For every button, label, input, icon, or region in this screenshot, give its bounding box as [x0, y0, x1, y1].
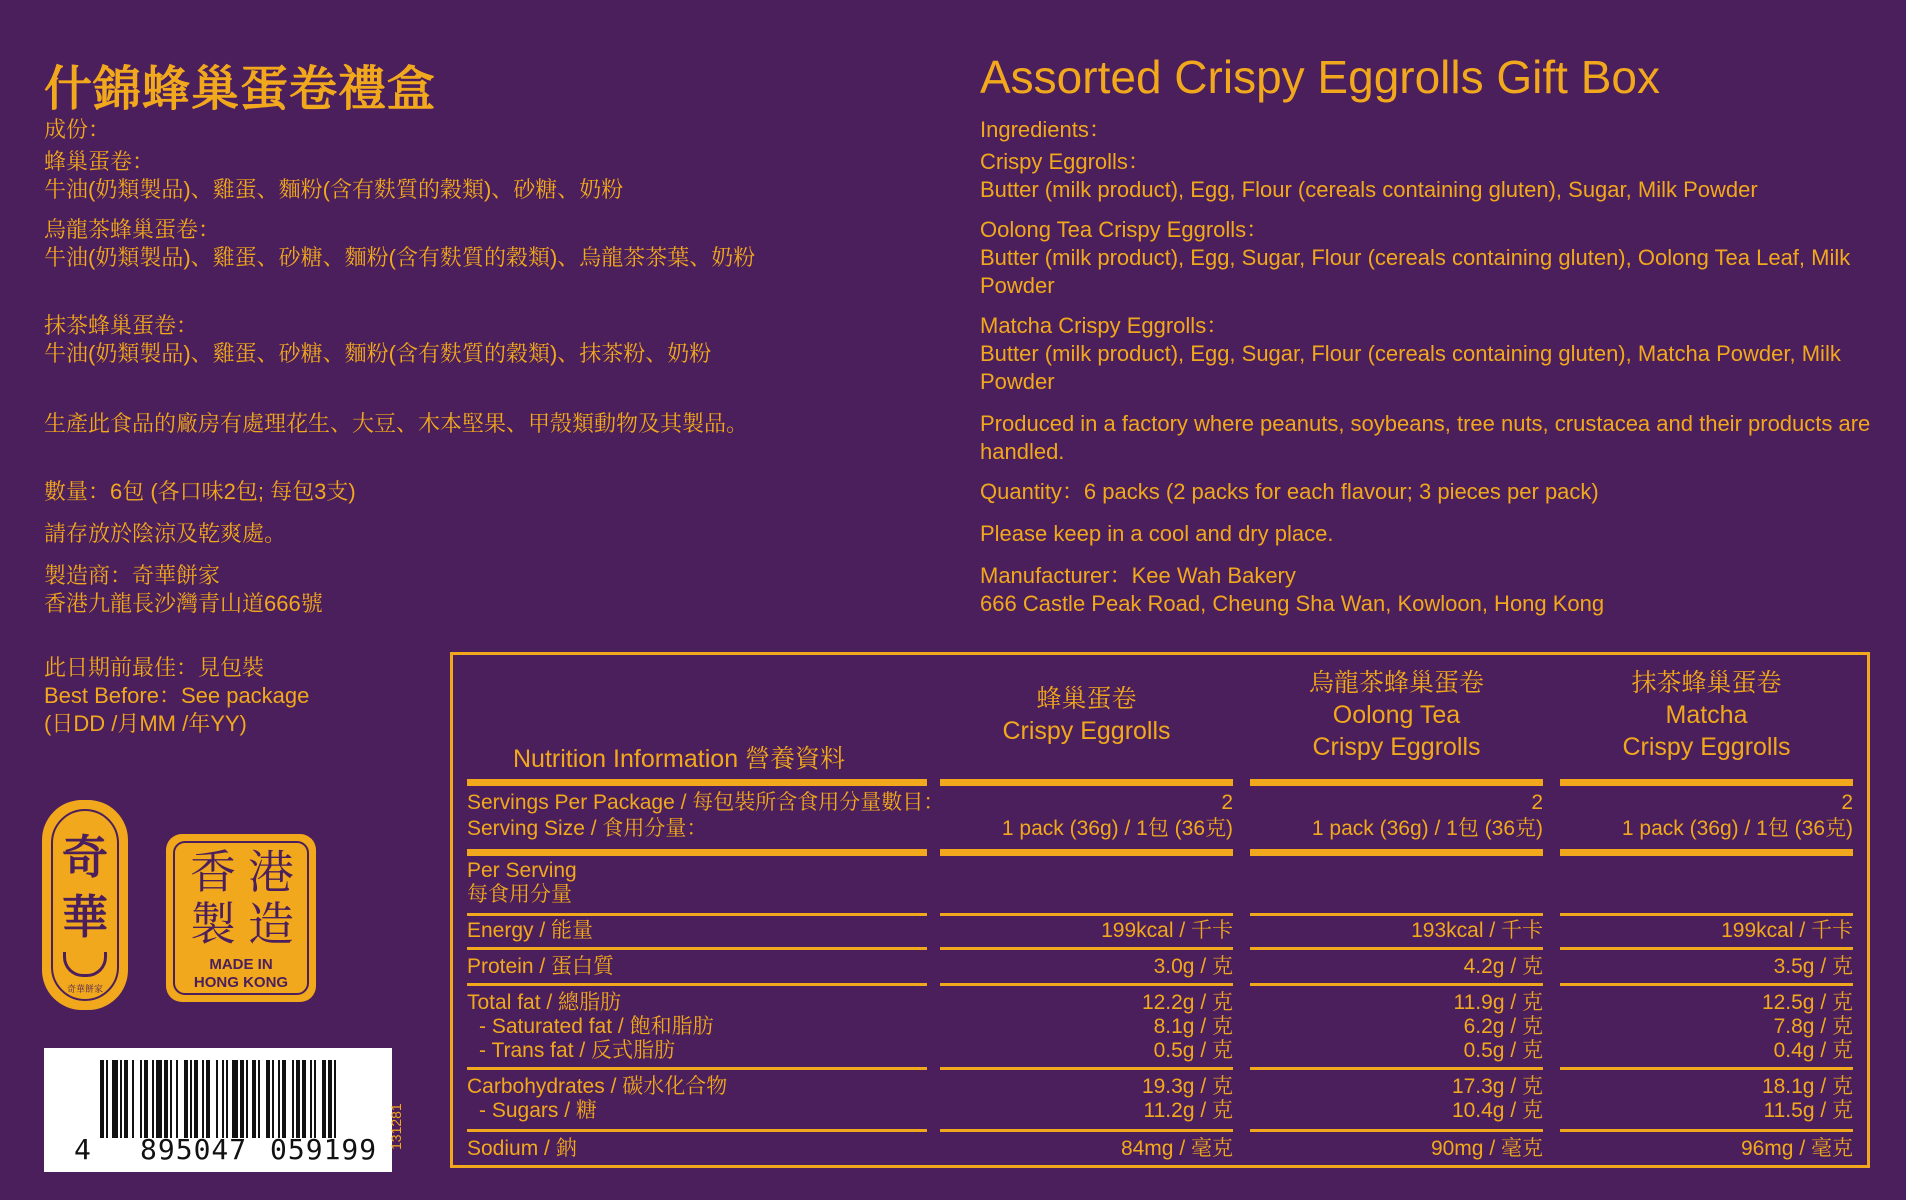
value-servings: 2 [1531, 791, 1543, 814]
value-sugars: 11.2g / 克 [1143, 1099, 1233, 1122]
made-in-line2: HONG KONG [193, 974, 289, 991]
table-rule [940, 1129, 1233, 1132]
row-label-servings: Servings Per Package / 每包裝所含食用分量數目： [467, 791, 945, 814]
table-rule [1560, 849, 1853, 856]
table-rule [1560, 947, 1853, 950]
value-energy: 199kcal / 千卡 [1101, 919, 1233, 942]
value-sat-fat: 7.8g / 克 [1773, 1015, 1853, 1038]
barcode [44, 1048, 392, 1172]
table-rule [1250, 779, 1543, 786]
kee-wah-logo [42, 800, 128, 1010]
value-servings: 2 [1221, 791, 1233, 814]
barcode-bar [258, 1060, 260, 1138]
quantity-zh: 數量：6包 (各口味2包; 每包3支) [44, 479, 356, 504]
row-label-energy: Energy / 能量 [467, 919, 594, 942]
product3-name-en: Matcha Crispy Eggrolls： [980, 313, 1229, 338]
value-total-fat: 11.9g / 克 [1453, 991, 1543, 1014]
logo-char-1: 奇 [62, 830, 108, 884]
column-zh: 烏龍茶蜂巢蛋卷 [1308, 669, 1484, 697]
product3-name-zh: 抹茶蜂巢蛋卷： [44, 313, 199, 338]
column-zh: 抹茶蜂巢蛋卷 [1631, 669, 1782, 697]
logo-small-text: 奇華餅家 [66, 984, 103, 994]
table-rule [1250, 983, 1543, 986]
product1-name-zh: 蜂巢蛋卷： [44, 149, 155, 174]
barcode-digits-right: 059199 [270, 1133, 378, 1166]
barcode-bar [310, 1060, 312, 1138]
barcode-bar [206, 1060, 210, 1138]
value-total-fat: 12.2g / 克 [1141, 991, 1233, 1014]
table-rule [940, 779, 1233, 786]
table-rule [1560, 983, 1853, 986]
value-protein: 3.5g / 克 [1773, 955, 1853, 978]
hk-logo-chars [184, 846, 304, 950]
row-label-per-serving-zh: 每食用分量 [467, 883, 572, 906]
barcode-bar [278, 1060, 280, 1138]
product2-name-zh: 烏龍茶蜂巢蛋卷： [44, 217, 221, 242]
column-header-matcha [1560, 667, 1853, 763]
best-before-zh: 此日期前最佳：見包裝 [44, 655, 265, 680]
table-rule [467, 983, 927, 986]
barcode-bar [202, 1060, 204, 1138]
table-rule [1560, 779, 1853, 786]
column-en: Crispy Eggrolls [1002, 717, 1171, 745]
ingredients-label-zh: 成份： [44, 117, 111, 142]
barcode-bar [322, 1060, 326, 1138]
ingredients-label-en: Ingredients： [980, 117, 1111, 142]
product2-ingredients-zh: 牛油(奶類製品)、雞蛋、砂糖、麵粉(含有麩質的穀類)、烏龍茶茶葉、奶粉 [44, 245, 756, 270]
table-rule [940, 849, 1233, 856]
best-before-block [44, 654, 309, 738]
table-rule [467, 913, 927, 916]
barcode-bar [272, 1060, 274, 1138]
barcode-bar [232, 1060, 238, 1138]
made-in-text [166, 956, 316, 992]
value-carbs: 17.3g / 克 [1451, 1075, 1543, 1098]
barcode-bar [124, 1060, 128, 1138]
barcode-bar [120, 1060, 122, 1138]
table-rule [1250, 913, 1543, 916]
barcode-bar [184, 1060, 188, 1138]
barcode-bar [282, 1060, 286, 1138]
barcode-bar [140, 1060, 142, 1138]
barcode-bar [334, 1060, 336, 1138]
row-label-per-serving: Per Serving [467, 859, 577, 882]
manufacturer-zh: 製造商：奇華餅家 [44, 563, 221, 588]
hk-char-4: 造 [248, 897, 294, 951]
column-en-2: Crispy Eggrolls [1622, 733, 1791, 761]
barcode-bar [144, 1060, 148, 1138]
product1-ingredients-zh: 牛油(奶類製品)、雞蛋、麵粉(含有麩質的穀類)、砂糖、奶粉 [44, 177, 624, 202]
barcode-bar [156, 1060, 162, 1138]
table-rule [467, 779, 927, 786]
barcode-bar [194, 1060, 198, 1138]
side-code: 131281 [388, 1103, 404, 1150]
barcode-digits-left: 895047 [140, 1133, 248, 1166]
hk-char-1: 香 [190, 845, 236, 899]
barcode-bar [170, 1060, 172, 1138]
barcode-bar [176, 1060, 178, 1138]
barcode-bar [152, 1060, 154, 1138]
allergen-statement-zh: 生產此食品的廠房有處理花生、大豆、木本堅果、甲殼類動物及其製品。 [44, 411, 749, 436]
column-zh: 蜂巢蛋卷 [1036, 685, 1137, 713]
barcode-bar [252, 1060, 256, 1138]
table-rule [940, 913, 1233, 916]
barcode-bar [246, 1060, 248, 1138]
table-rule [467, 947, 927, 950]
column-en-2: Crispy Eggrolls [1312, 733, 1481, 761]
value-protein: 4.2g / 克 [1463, 955, 1543, 978]
allergen-statement-en: Produced in a factory where peanuts, soybeans, tree nuts, crustacea and their products are handled. [980, 411, 1871, 464]
product3-ingredients-zh: 牛油(奶類製品)、雞蛋、砂糖、麵粉(含有麩質的穀類)、抹茶粉、奶粉 [44, 341, 712, 366]
barcode-bar [132, 1060, 134, 1138]
barcode-bar [164, 1060, 168, 1138]
row-label-carbohydrates: Carbohydrates / 碳水化合物 [467, 1075, 728, 1098]
barcode-bar [222, 1060, 224, 1138]
value-energy: 193kcal / 千卡 [1411, 919, 1543, 942]
row-label-saturated-fat: - Saturated fat / 飽和脂肪 [479, 1015, 714, 1038]
value-carbs: 19.3g / 克 [1141, 1075, 1233, 1098]
title-chinese: 什錦蜂巢蛋卷禮盒 [44, 63, 437, 116]
row-label-protein: Protein / 蛋白質 [467, 955, 615, 978]
title-english: Assorted Crispy Eggrolls Gift Box [980, 51, 1661, 103]
value-trans-fat: 0.4g / 克 [1773, 1039, 1853, 1062]
value-energy: 199kcal / 千卡 [1721, 919, 1853, 942]
product1-ingredients-en: Butter (milk product), Egg, Flour (cereals containing gluten), Sugar, Milk Powder [980, 177, 1758, 202]
product2-ingredients-en: Butter (milk product), Egg, Sugar, Flour (cereals containing gluten), Oolong Tea Leaf, Milk Powder [980, 245, 1851, 298]
value-sodium: 96mg / 毫克 [1740, 1137, 1853, 1160]
barcode-digit-prefix: 4 [74, 1133, 91, 1166]
product2-name-en: Oolong Tea Crispy Eggrolls： [980, 217, 1269, 242]
value-sat-fat: 8.1g / 克 [1153, 1015, 1233, 1038]
storage-en: Please keep in a cool and dry place. [980, 521, 1334, 546]
made-in-line1: MADE IN [209, 956, 273, 973]
barcode-bar [296, 1060, 300, 1138]
value-serving-size: 1 pack (36g) / 1包 (36克) [1001, 817, 1233, 840]
value-carbs: 18.1g / 克 [1761, 1075, 1853, 1098]
table-rule [467, 1067, 927, 1070]
storage-zh: 請存放於陰涼及乾爽處。 [44, 521, 287, 546]
barcode-bar [112, 1060, 118, 1138]
column-header-crispy [940, 683, 1233, 747]
quantity-en: Quantity：6 packs (2 packs for each flavour; 3 pieces per pack) [980, 479, 1599, 504]
product3-ingredients-en: Butter (milk product), Egg, Sugar, Flour (cereals containing gluten), Matcha Powder, Milk Powder [980, 341, 1841, 394]
value-sugars: 11.5g / 克 [1763, 1099, 1853, 1122]
best-before-en: Best Before：See package [44, 683, 310, 708]
row-label-serving-size: Serving Size / 食用分量： [467, 817, 708, 840]
value-sugars: 10.4g / 克 [1451, 1099, 1543, 1122]
row-label-total-fat: Total fat / 總脂肪 [467, 991, 622, 1014]
hk-char-3: 製 [190, 897, 236, 951]
value-serving-size: 1 pack (36g) / 1包 (36克) [1311, 817, 1543, 840]
date-format: (日DD /月MM /年YY) [44, 711, 247, 736]
table-rule [940, 983, 1233, 986]
barcode-bar [328, 1060, 332, 1138]
value-serving-size: 1 pack (36g) / 1包 (36克) [1621, 817, 1853, 840]
barcode-bar [240, 1060, 244, 1138]
barcode-bar [100, 1060, 104, 1138]
table-rule [1250, 1067, 1543, 1070]
barcode-bar [106, 1060, 108, 1138]
table-rule [940, 1067, 1233, 1070]
value-protein: 3.0g / 克 [1153, 955, 1233, 978]
row-label-sugars: - Sugars / 糖 [479, 1099, 597, 1122]
row-label-trans-fat: - Trans fat / 反式脂肪 [479, 1039, 676, 1062]
value-total-fat: 12.5g / 克 [1761, 991, 1853, 1014]
product1-name-en: Crispy Eggrolls： [980, 149, 1150, 174]
table-rule [467, 849, 927, 856]
value-sodium: 84mg / 毫克 [1120, 1137, 1233, 1160]
address-zh: 香港九龍長沙灣青山道666號 [44, 591, 323, 616]
value-sat-fat: 6.2g / 克 [1463, 1015, 1543, 1038]
value-servings: 2 [1841, 791, 1853, 814]
table-rule [1560, 913, 1853, 916]
value-sodium: 90mg / 毫克 [1430, 1137, 1543, 1160]
logo-char-2: 華 [62, 890, 108, 944]
barcode-bar [226, 1060, 228, 1138]
barcode-bar [266, 1060, 270, 1138]
barcode-bar [216, 1060, 218, 1138]
made-in-hong-kong-logo [166, 834, 316, 1002]
nutrition-table [450, 652, 1870, 1168]
column-en: Matcha [1665, 701, 1748, 729]
hk-char-2: 港 [248, 845, 294, 899]
barcode-bar [302, 1060, 306, 1138]
table-rule [1250, 849, 1543, 856]
value-trans-fat: 0.5g / 克 [1463, 1039, 1543, 1062]
column-en: Oolong Tea [1332, 701, 1461, 729]
table-rule [467, 1129, 927, 1132]
nutrition-title: Nutrition Information 營養資料 [513, 745, 846, 773]
barcode-bar [190, 1060, 192, 1138]
address-en: 666 Castle Peak Road, Cheung Sha Wan, Kowloon, Hong Kong [980, 591, 1605, 616]
column-header-oolong [1250, 667, 1543, 763]
row-label-sodium: Sodium / 鈉 [467, 1137, 577, 1160]
table-rule [1250, 1129, 1543, 1132]
barcode-bar [292, 1060, 294, 1138]
manufacturer-en: Manufacturer：Kee Wah Bakery [980, 563, 1296, 588]
table-rule [1560, 1067, 1853, 1070]
table-rule [1560, 1129, 1853, 1132]
value-trans-fat: 0.5g / 克 [1153, 1039, 1233, 1062]
table-rule [1250, 947, 1543, 950]
barcode-bar [314, 1060, 316, 1138]
table-rule [940, 947, 1233, 950]
